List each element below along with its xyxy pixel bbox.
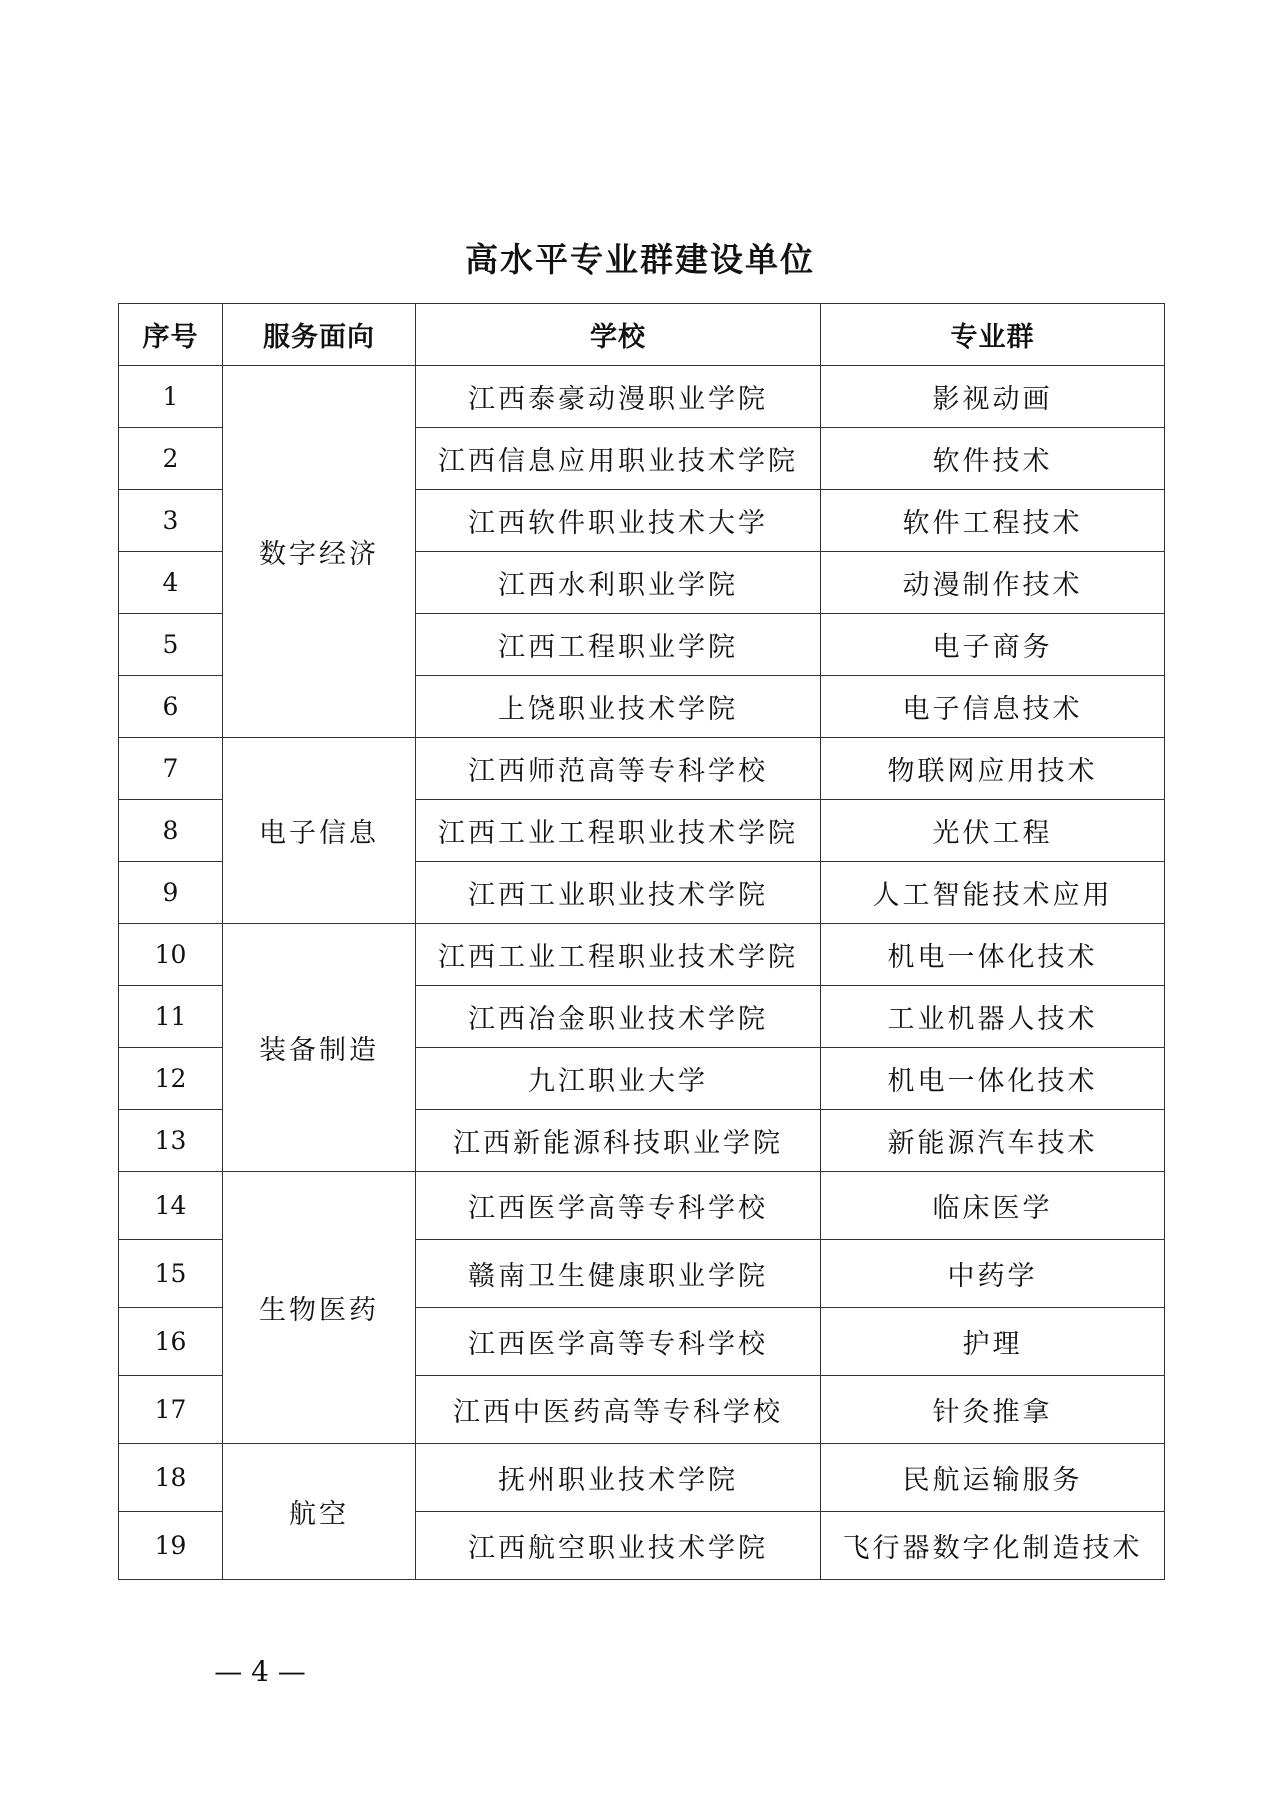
program-group-cell: 针灸推拿 xyxy=(821,1376,1165,1444)
construction-units-table xyxy=(118,303,1165,1580)
service-group-cell: 航空 xyxy=(223,1444,416,1580)
school-cell: 江西医学高等专科学校 xyxy=(416,1308,821,1376)
header-index: 序号 xyxy=(119,304,223,366)
school-cell: 九江职业大学 xyxy=(416,1048,821,1110)
service-group-cell: 电子信息 xyxy=(223,738,416,924)
table-header-row xyxy=(119,304,1165,366)
program-group-cell: 影视动画 xyxy=(821,366,1165,428)
row-index: 18 xyxy=(119,1444,223,1512)
program-group-cell: 人工智能技术应用 xyxy=(821,862,1165,924)
table-row xyxy=(119,1444,1165,1512)
row-index: 2 xyxy=(119,428,223,490)
program-group-cell: 民航运输服务 xyxy=(821,1444,1165,1512)
program-group-cell: 电子信息技术 xyxy=(821,676,1165,738)
page-title: 高水平专业群建设单位 xyxy=(465,240,815,279)
table-row xyxy=(119,738,1165,800)
program-group-cell: 临床医学 xyxy=(821,1172,1165,1240)
program-group-cell: 机电一体化技术 xyxy=(821,1048,1165,1110)
school-cell: 江西信息应用职业技术学院 xyxy=(416,428,821,490)
row-index: 19 xyxy=(119,1512,223,1580)
program-group-cell: 飞行器数字化制造技术 xyxy=(821,1512,1165,1580)
program-group-cell: 电子商务 xyxy=(821,614,1165,676)
program-group-cell: 中药学 xyxy=(821,1240,1165,1308)
program-group-cell: 物联网应用技术 xyxy=(821,738,1165,800)
school-cell: 江西水利职业学院 xyxy=(416,552,821,614)
service-group-cell: 数字经济 xyxy=(223,366,416,738)
row-index: 17 xyxy=(119,1376,223,1444)
school-cell: 江西医学高等专科学校 xyxy=(416,1172,821,1240)
school-cell: 上饶职业技术学院 xyxy=(416,676,821,738)
school-cell: 江西软件职业技术大学 xyxy=(416,490,821,552)
program-group-cell: 机电一体化技术 xyxy=(821,924,1165,986)
service-group-cell: 生物医药 xyxy=(223,1172,416,1444)
row-index: 6 xyxy=(119,676,223,738)
program-group-cell: 软件工程技术 xyxy=(821,490,1165,552)
row-index: 3 xyxy=(119,490,223,552)
row-index: 16 xyxy=(119,1308,223,1376)
school-cell: 江西工业职业技术学院 xyxy=(416,862,821,924)
table-body xyxy=(119,366,1165,1580)
row-index: 13 xyxy=(119,1110,223,1172)
school-cell: 江西工业工程职业技术学院 xyxy=(416,800,821,862)
school-cell: 江西新能源科技职业学院 xyxy=(416,1110,821,1172)
school-cell: 赣南卫生健康职业学院 xyxy=(416,1240,821,1308)
school-cell: 江西泰豪动漫职业学院 xyxy=(416,366,821,428)
table-row xyxy=(119,1172,1165,1240)
program-group-cell: 护理 xyxy=(821,1308,1165,1376)
row-index: 7 xyxy=(119,738,223,800)
program-group-cell: 新能源汽车技术 xyxy=(821,1110,1165,1172)
row-index: 11 xyxy=(119,986,223,1048)
program-group-cell: 软件技术 xyxy=(821,428,1165,490)
header-group: 专业群 xyxy=(821,304,1165,366)
program-group-cell: 动漫制作技术 xyxy=(821,552,1165,614)
school-cell: 江西冶金职业技术学院 xyxy=(416,986,821,1048)
header-service: 服务面向 xyxy=(223,304,416,366)
program-group-cell: 工业机器人技术 xyxy=(821,986,1165,1048)
row-index: 10 xyxy=(119,924,223,986)
row-index: 5 xyxy=(119,614,223,676)
page-number: — 4 — xyxy=(214,1655,306,1688)
school-cell: 江西工业工程职业技术学院 xyxy=(416,924,821,986)
school-cell: 江西航空职业技术学院 xyxy=(416,1512,821,1580)
row-index: 14 xyxy=(119,1172,223,1240)
row-index: 9 xyxy=(119,862,223,924)
table-row xyxy=(119,924,1165,986)
row-index: 8 xyxy=(119,800,223,862)
table-row xyxy=(119,366,1165,428)
header-school: 学校 xyxy=(416,304,821,366)
service-group-cell: 装备制造 xyxy=(223,924,416,1172)
row-index: 15 xyxy=(119,1240,223,1308)
row-index: 4 xyxy=(119,552,223,614)
row-index: 1 xyxy=(119,366,223,428)
program-group-cell: 光伏工程 xyxy=(821,800,1165,862)
school-cell: 江西中医药高等专科学校 xyxy=(416,1376,821,1444)
school-cell: 江西工程职业学院 xyxy=(416,614,821,676)
row-index: 12 xyxy=(119,1048,223,1110)
school-cell: 抚州职业技术学院 xyxy=(416,1444,821,1512)
school-cell: 江西师范高等专科学校 xyxy=(416,738,821,800)
